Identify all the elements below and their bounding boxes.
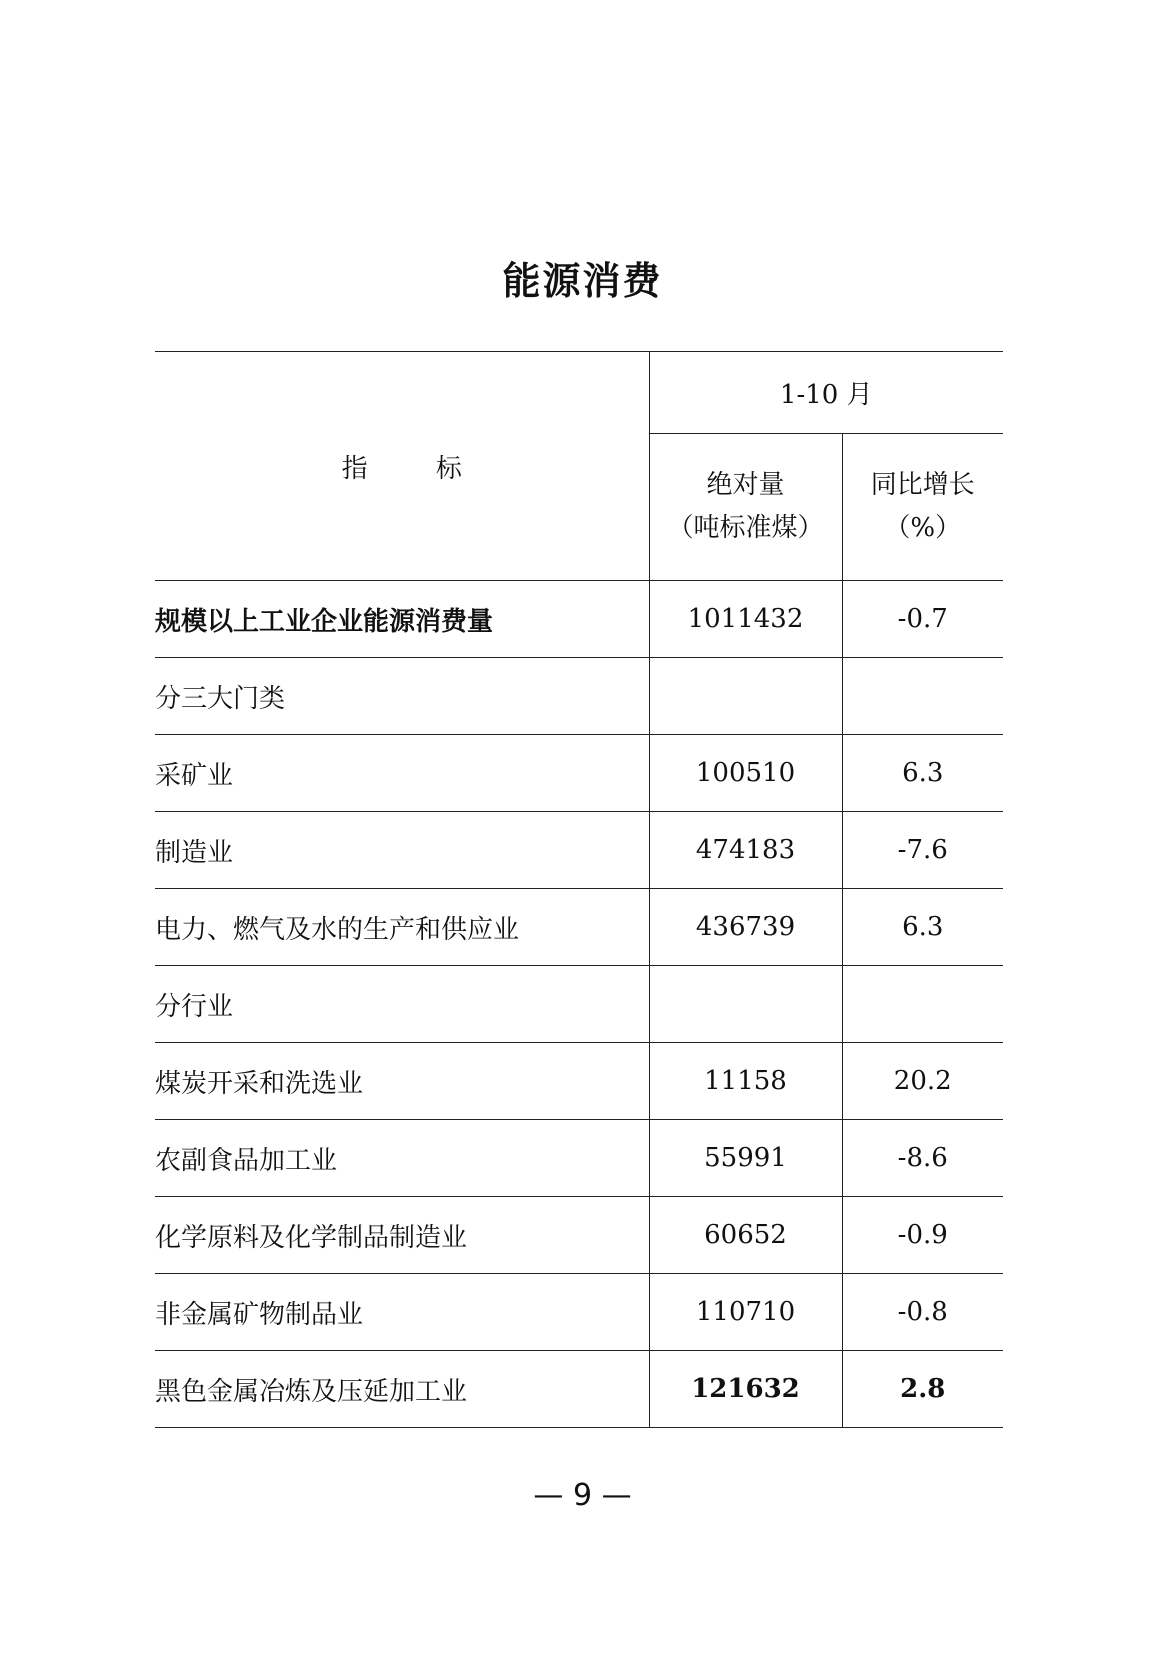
table-row [155,1120,1003,1197]
row-absolute-value: 11158 [649,1043,842,1120]
row-growth-value: -8.6 [842,1120,1003,1197]
row-growth-value: 20.2 [842,1043,1003,1120]
row-absolute-value: 55991 [649,1120,842,1197]
row-growth-value: -0.8 [842,1274,1003,1351]
row-indicator-name: 制造业 [155,812,649,889]
absolute-header [649,434,842,581]
row-indicator-name: 化学原料及化学制品制造业 [155,1197,649,1274]
row-indicator-name: 规模以上工业企业能源消费量 [155,581,649,658]
growth-header-label: 同比增长 [870,470,975,500]
row-growth-value: -0.7 [842,581,1003,658]
row-indicator-name: 黑色金属冶炼及压延加工业 [155,1351,649,1428]
row-growth-value [842,658,1003,735]
absolute-header-unit: （吨标准煤） [667,513,824,543]
row-absolute-value: 121632 [649,1351,842,1428]
row-absolute-value: 1011432 [649,581,842,658]
row-indicator-name: 煤炭开采和洗选业 [155,1043,649,1120]
row-absolute-value: 60652 [649,1197,842,1274]
table-row [155,735,1003,812]
table-row [155,889,1003,966]
row-growth-value: 6.3 [842,889,1003,966]
table-row [155,1197,1003,1274]
row-indicator-name: 非金属矿物制品业 [155,1274,649,1351]
table-row [155,1351,1003,1428]
page-title: 能源消费 [502,259,663,303]
energy-consumption-table [155,351,1003,1428]
row-absolute-value: 110710 [649,1274,842,1351]
row-indicator-name: 农副食品加工业 [155,1120,649,1197]
row-growth-value: -7.6 [842,812,1003,889]
table-header-row-1 [155,352,1003,434]
row-absolute-value [649,658,842,735]
row-indicator-name: 采矿业 [155,735,649,812]
indicator-header: 指 标 [155,352,649,581]
row-growth-value: -0.9 [842,1197,1003,1274]
row-absolute-value: 100510 [649,735,842,812]
table-row [155,581,1003,658]
period-header: 1-10 月 [649,352,1003,434]
table-row [155,658,1003,735]
growth-header-unit: （%） [884,513,962,543]
row-indicator-name: 电力、燃气及水的生产和供应业 [155,889,649,966]
table-row [155,812,1003,889]
table-row [155,966,1003,1043]
absolute-header-label: 绝对量 [706,470,785,500]
row-absolute-value: 436739 [649,889,842,966]
page-number: — 9 — [533,1478,632,1513]
table-row [155,1043,1003,1120]
growth-header [842,434,1003,581]
row-growth-value: 2.8 [842,1351,1003,1428]
row-growth-value: 6.3 [842,735,1003,812]
row-indicator-name: 分三大门类 [155,658,649,735]
row-indicator-name: 分行业 [155,966,649,1043]
table-row [155,1274,1003,1351]
row-absolute-value: 474183 [649,812,842,889]
row-growth-value [842,966,1003,1043]
row-absolute-value [649,966,842,1043]
